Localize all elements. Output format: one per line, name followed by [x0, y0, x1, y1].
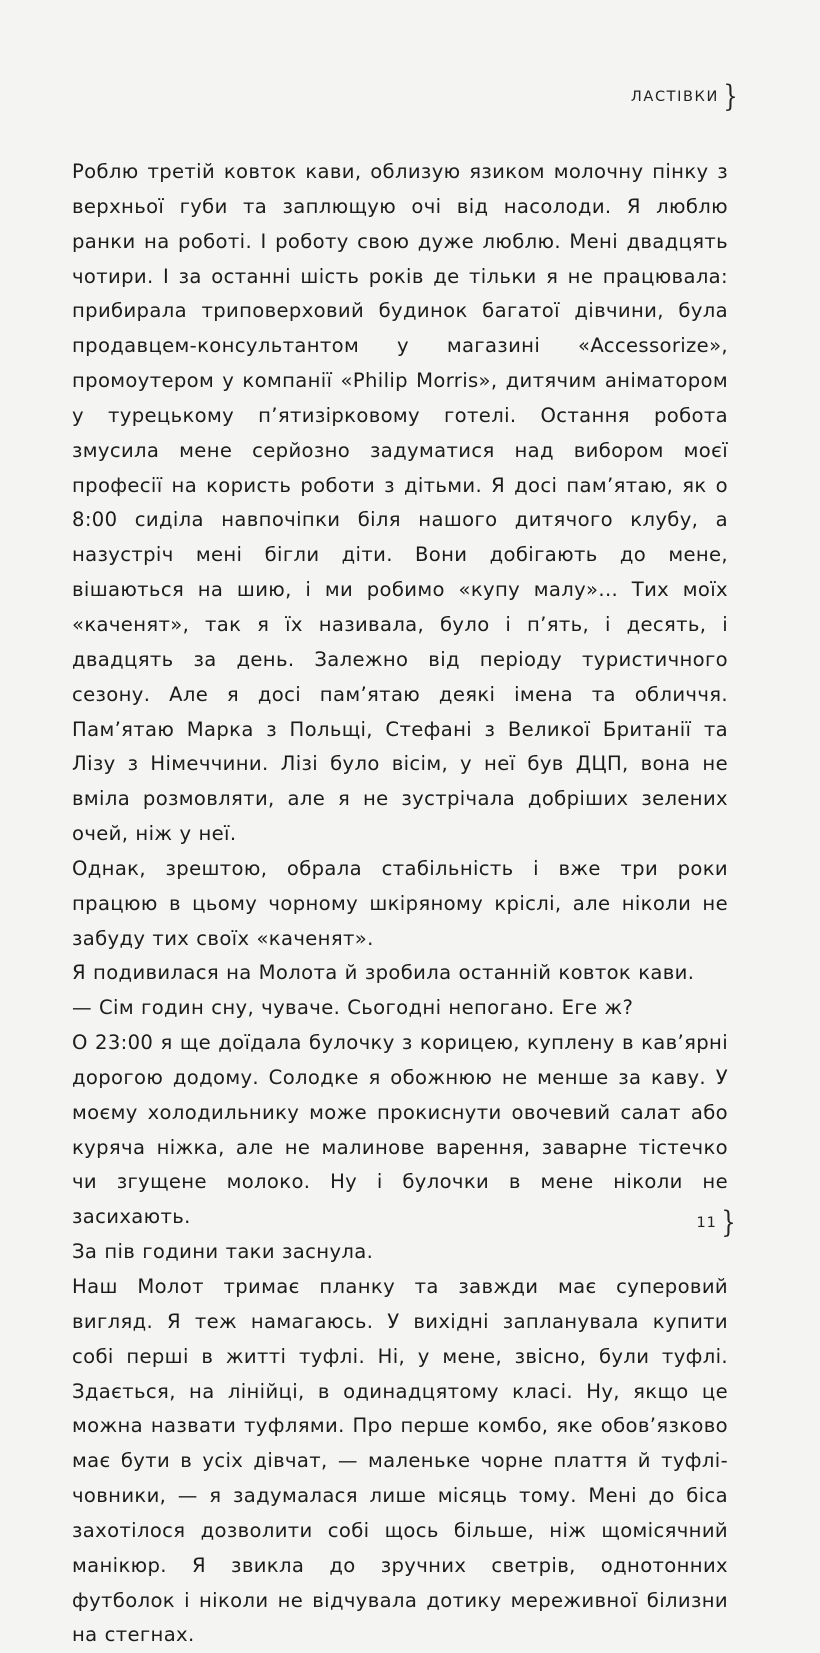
header-brace-ornament: } — [723, 79, 738, 114]
paragraph: О 23:00 я ще доїдала булочку з корицею, куплену в кав’ярні дорогою додому. Солодке я обожнюю не менше за каву. У моєму холодильнику може прокиснути овочевий салат або куряча ніжка, але не малинове варення, заварне тістечко чи згущене молоко. Ну і булочки в мене ніколи не засихають. — [72, 1031, 728, 1229]
page-number: 11 — [696, 1215, 717, 1231]
body-text — [72, 155, 728, 1653]
page-footer — [696, 1205, 738, 1240]
footer-brace-ornament: } — [721, 1205, 736, 1240]
running-header — [630, 79, 740, 114]
paragraph: За пів години таки заснула. — [72, 1240, 374, 1264]
paragraph: Наш Молот тримає планку та завжди має суперовий вигляд. Я теж намагаюсь. У вихідні запланувала купити собі перші в житті туфлі. Ні, у мене, звісно, були туфлі. Здається, на лінійці, в одинадцятому класі. Ну, якщо це можна назвати туфлями. Про перше комбо, яке обов’язково має бути в усіх дівчат, — маленьке чорне плаття й туфлі-човники, — я задумалася лише місяць тому. Мені до біса захотілося дозволити собі щось більше, ніж щомісячний манікюр. Я звикла до зручних светрів, однотонних футболок і ніколи не відчувала дотику мереживної білизни на стегнах. — [72, 1275, 728, 1647]
paragraph: Однак, зрештою, обрала стабільність і вже три роки працюю в цьому чорному шкіряному кріслі, але ніколи не забуду тих своїх «каченят». — [72, 856, 728, 950]
paragraph: Роблю третій ковток кави, облизую язиком молочну пінку з верхньої губи та заплющую очі від насолоди. Я люблю ранки на роботі. І роботу свою дуже люблю. Мені двадцять чотири. І за останні шість років де тільки я не працювала: прибирала триповерховий будинок багатої дівчини, була продавцем-консультантом у магазині «Accessorize», промоутером у компанії «Philip Morris», дитячим аніматором у турецькому п’ятизірковому готелі. Остання робота змусила мене серйозно задуматися над вибором моєї професії на користь роботи з дітьми. Я досі пам’ятаю, як о 8:00 сиділа навпочіпки біля нашого дитячого клубу, а назустріч мені бігли діти. Вони добігають до мене, вішаються на шию, і ми робимо «купу малу»... Тих моїх «каченят», так я їх називала, було і п’ять, і десять, і двадцять за день. Залежно від періоду туристичного сезону. Але я досі пам’ятаю деякі імена та обличчя. Пам’ятаю Марка з Польщі, Стефані з Великої Британії та Лізу з Німеччини. Лізі було вісім, у неї був ДЦП, вона не вміла розмовляти, але я не зустрічала добріших зелених очей, ніж у неї. — [72, 160, 728, 846]
running-header-title: ЛАСТІВКИ — [630, 89, 719, 105]
paragraph: Я подивилася на Молота й зробила останній ковток кави. — [72, 961, 695, 985]
dialogue-line: — Сім годин сну, чуваче. Сьогодні непогано. Еге ж? — [72, 996, 634, 1020]
